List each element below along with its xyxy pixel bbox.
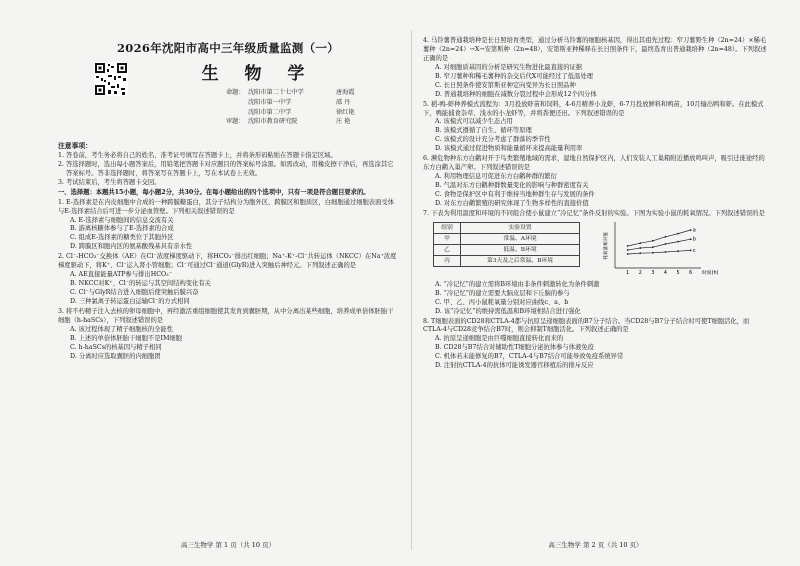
page-2 <box>423 36 768 552</box>
option: C. 该模式的设计充分考虑了群落的季节性 <box>435 136 551 144</box>
question-1 <box>58 199 398 253</box>
author-row: 审题： 沈阳市教育研究院 庄 艳 <box>226 118 351 126</box>
data-point-b <box>665 243 667 245</box>
x-axis-label: 时间(h) <box>702 270 719 276</box>
table-header-row <box>434 222 580 233</box>
option: D. 跨膜区和胞内区的氨基酸残基具有亲水性 <box>70 243 193 251</box>
option: A. “冷记忆”的建立需将B环境由非条件刺激转化为条件刺激 <box>435 280 600 288</box>
option: C. Cl⁻与GlyR结合进入细胞后使突触后膜兴奋 <box>70 289 199 297</box>
notice-item: 3. 考试结束后，考生将答题卡交回。 <box>58 178 161 186</box>
option: A. 抗原呈递细胞是由巨噬细胞直接转化而来的 <box>435 335 564 343</box>
question-5 <box>423 101 768 155</box>
data-point-a <box>627 245 629 247</box>
option: A. 该模式可以减少生态占用 <box>435 118 513 126</box>
series-line-a <box>628 230 691 246</box>
x-tick-label: 2 <box>638 270 642 276</box>
x-tick-label: 1 <box>626 270 630 276</box>
table-row <box>434 244 580 255</box>
author-list <box>226 88 396 126</box>
question-stem: 6. 濒危物种东方白鹳对开于鸟类繁殖地域的需求，湿地自然保护区内，人们安装人工巢箱附近播放鸣叫声，吸引迁徙途经的东方白鹳入巢产卵。下列叙述错误的是 <box>423 155 765 172</box>
x-tick-label: 6 <box>689 270 693 276</box>
data-point-b <box>627 249 629 251</box>
option: A. 该过程体现了精子细胞核的全能性 <box>70 325 174 333</box>
table-cell: 丙 <box>434 255 461 266</box>
notice-item: 2. 答选择题时，选出每小题答案后，用铅笔把答题卡对应题目的答案标号涂黑。如需改动，用橡皮擦干净后，再选涂其它答案标号。答非选择题时，将答案写在答题卡上，写在本试卷上无效。 <box>58 160 394 177</box>
option: B. “冷记忆”的建立需要大脑皮层和下丘脑的参与 <box>435 289 570 297</box>
question-stem: 1. E-选择素是在内皮细胞中合成的一种跨膜糖蛋白，其分子结构分为胞外区、跨膜区和胞质区，白细胞通过细胞表面受体与E-选择素结合后可进一步分泌血管壁。下列相关叙述错误的是 <box>58 198 394 215</box>
figure-block <box>423 220 768 280</box>
option: D. 该模式通过促进物质和能量循环来提高能量利用率 <box>435 145 583 153</box>
option: B. 游离核糖体参与了E-选择素的合成 <box>70 225 174 233</box>
data-point-a <box>639 242 641 244</box>
option: D. 三种氯离子转运蛋白运输Cl⁻的方式相同 <box>70 297 190 305</box>
option: C. 组成E-选择素的糖类位于其胞外区 <box>70 234 174 242</box>
question-7 <box>423 210 768 317</box>
data-point-a <box>677 232 679 234</box>
table-header-cell: 实验设置 <box>461 222 580 233</box>
y-axis-label: 耗氧量相对值 <box>604 231 609 260</box>
section-heading: 一、选择题：本题共15小题，每小题2分，共30分。在每小题给出的四个选项中，只有一项是符合题目要求的。 <box>58 188 370 196</box>
question-stem: 7. 下表为利用温度和环境的不同组合使小鼠建立“冷记忆”条件反射的实验。下图为实验小鼠的耗氧情况。下列叙述错误的是 <box>423 209 765 217</box>
x-tick-label: 4 <box>663 270 667 276</box>
data-point-c <box>639 252 641 254</box>
question-stem: 2. Cl⁻-HCO₃⁻交换体（AE）在Cl⁻浓度梯度驱动下，将HCO₃⁻排出红细胞；Na⁺-K⁺-Cl⁻共转运体（NKCC）在Na⁺浓度梯度驱动下，将K⁺、Cl⁻运入肾小管细胞；Cl⁻可通过Cl⁻通道(GlyR)进入突触后神经元。下列叙述正确的是 <box>58 253 397 270</box>
page-footer: 高三生物学 第 1 页（共 10 页） <box>180 540 276 549</box>
option: B. 气温对东方白鹳种群数量变化的影响与种群密度有关 <box>435 182 589 189</box>
question-8 <box>423 318 768 372</box>
data-point-b <box>677 240 679 242</box>
data-point-b <box>639 247 641 249</box>
table-header-cell: 组别 <box>434 222 461 233</box>
question-6 <box>423 155 768 209</box>
experiment-table <box>433 222 580 267</box>
author-row: 沈阳市第二中学 徐红艳 <box>248 108 355 116</box>
table-row <box>434 233 580 244</box>
table-cell: 常温、A环境 <box>461 233 580 244</box>
option: A. 利用物理信息可促进东方白鹳种群的繁衍 <box>435 173 557 181</box>
page-footer: 高三生物学 第 2 页（共 10 页） <box>548 540 643 549</box>
question-stem: 4. 马铃薯普通栽培种是长日照培育类型，通过分析马铃薯的细胞核基因，得出其祖先过程：窄刀薯野生种（2n=24）×稀毛薯种（2n=24）→X→安第斯种（2n=48），安第斯亚种稀释在长日照条件下，最终选育出普通栽培种（2n=48）。下列叙述正确的是 <box>423 37 767 62</box>
option: B. CD28与B7结合对辅助性T细胞分泌抗体参与体液免疫 <box>435 344 594 352</box>
question-2 <box>58 253 398 307</box>
data-point-c <box>665 251 667 253</box>
series-label-c: c <box>692 247 696 254</box>
option: C. 甲、乙、丙小鼠耗氧量分别对应曲线c、a、b <box>435 298 569 306</box>
notice-title: 注意事项： <box>58 142 92 151</box>
data-point-b <box>652 246 654 248</box>
question-stem: 3. 将不朽精子注入去核的卵母细胞中，再经激活重组细胞使其发育到囊胚期，从中分离出某些细胞，培养成单倍体胚胎干细胞（h-haSCs），下列叙述错误的是 <box>58 307 394 324</box>
question-4 <box>423 37 768 100</box>
option: B. 该模式遵循了自生、循环等原理 <box>435 127 532 135</box>
question-3 <box>58 308 398 362</box>
option: D. 对东方白鹳繁殖的研究体现了生物多样性的直接价值 <box>435 199 589 207</box>
option: C. h-haSCs的核基因与精子相同 <box>70 343 162 351</box>
author-row: 沈阳市第一中学 邵 丹 <box>248 98 351 106</box>
table-cell: 乙 <box>434 244 461 255</box>
data-point-c <box>677 250 679 252</box>
option: C. 机体若未能修复的B7，CTLA-4与B7结合可能导致免疫系统异常 <box>435 353 624 361</box>
option: A. 对细胞质基因的分析是研究生物进化最直接的证据 <box>435 63 583 71</box>
table-cell: 甲 <box>434 233 461 244</box>
option: D. 该“冷记忆”的维持需低温和B环境相结合进行强化 <box>435 307 581 315</box>
question-stem: 8. T细胞表面的CD28和CTLA-4都与抗原呈递细胞表面的B7分子结合。当CD28与B7分子结合时可使T细胞活化，而CTLA-4与CD28竞争结合B7时，则会抑制T细胞活化。下列叙述正确的是 <box>423 317 750 334</box>
table-cell: 第3天及之后常温、B环境 <box>461 255 580 266</box>
qr-code-icon <box>94 62 128 96</box>
header-block <box>58 62 398 140</box>
option: B. 上述的单倍体胚胎干细胞不是IM细胞 <box>70 334 183 342</box>
series-label-a: a <box>692 227 696 234</box>
data-point-c <box>690 249 692 251</box>
option: A. E-选择素与细胞间的信息交流有关 <box>70 216 174 224</box>
option: D. 注射抗CTLA-4的抗体可能诱发器官移植后的排斥反应 <box>435 362 594 370</box>
option: B. 窄刀薯种和稀毛薯种的杂交后代X可能经过了低温处理 <box>435 72 593 80</box>
page-1 <box>58 36 398 552</box>
series-line-b <box>628 239 691 250</box>
x-tick-label: 3 <box>651 270 655 276</box>
data-point-c <box>627 253 629 255</box>
table-row <box>434 255 580 266</box>
subject-title: 生 物 学 <box>201 64 315 85</box>
notice-item: 1. 答卷前，考生务必将自己的姓名、准考证号填写在答题卡上，并将条形码粘贴在答题卡指定区域。 <box>58 151 337 159</box>
option: C. 长日照条件使安第斯亚种定向变异为长日照品种 <box>435 81 576 89</box>
table-cell: 低温、B环境 <box>461 244 580 255</box>
data-point-a <box>690 229 692 231</box>
data-point-c <box>652 252 654 254</box>
data-point-a <box>652 240 654 242</box>
option: A. AE直接能量ATP参与排出HCO₃⁻ <box>70 271 173 279</box>
author-row: 命题： 沈阳市第二十七中学 唐海霞 <box>226 89 355 97</box>
option: B. NKCC对K⁺、Cl⁻的转运与其空间结构变化有关 <box>70 280 211 288</box>
question-stem: 5. 稻-鸭-虾种养模式流程为：3月投放虾苗和饲料，4-6月精养小龙虾，6-7月投放鲜料和鸭苗，10月输出鸭和虾。在此模式下，鸭能捕食杂草、浅水的小龙虾等，并将粪便还田。下列叙述错误的是 <box>423 100 764 117</box>
series-line-c <box>628 250 691 254</box>
column-divider <box>411 30 412 550</box>
option: C. 食物是保护区中有利于维持当地种群生存与发展的条件 <box>435 190 595 198</box>
series-label-b: b <box>692 236 696 243</box>
data-point-b <box>690 238 692 240</box>
oxygen-consumption-chart <box>601 220 721 278</box>
data-point-a <box>665 236 667 238</box>
option: D. 分离时应选取囊胚的内细胞团 <box>70 352 161 360</box>
option: D. 普通栽培种的细胞在减数分裂过程中会形成12个四分体 <box>435 90 597 98</box>
exam-title: 2026年沈阳市高中三年级质量监测（一） <box>116 41 339 55</box>
x-tick-label: 5 <box>676 270 680 276</box>
